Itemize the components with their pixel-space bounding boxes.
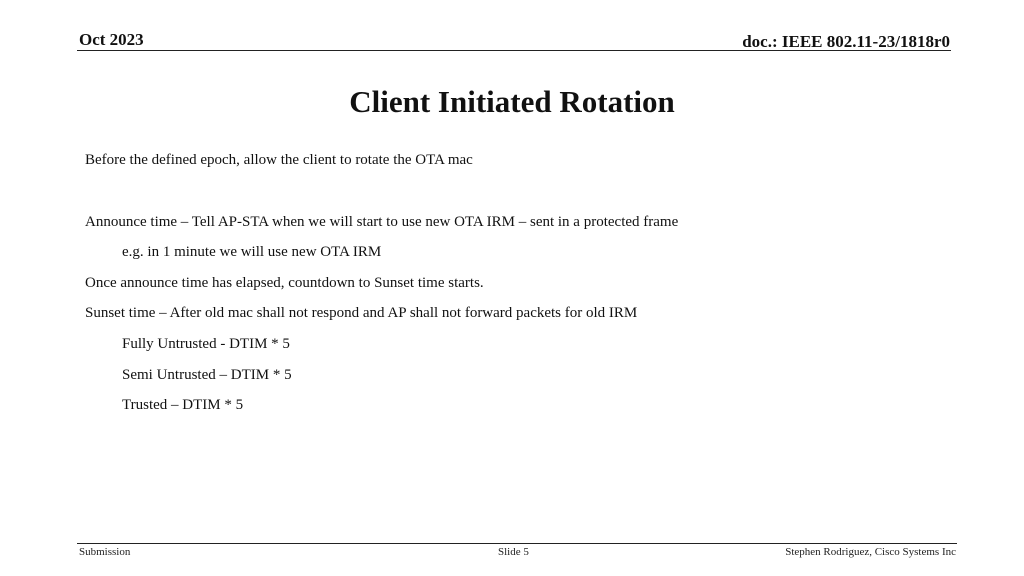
header-date: Oct 2023 <box>79 30 144 49</box>
body-subline-example: e.g. in 1 minute we will use new OTA IRM <box>122 244 382 260</box>
footer-divider <box>77 543 957 544</box>
body-subline-fully-untrusted: Fully Untrusted - DTIM * 5 <box>122 336 290 352</box>
header-divider <box>77 50 951 51</box>
footer-slide-number: Slide 5 <box>498 546 529 558</box>
footer-author: Stephen Rodriguez, Cisco Systems Inc <box>785 546 956 558</box>
body-line-announce-time: Announce time – Tell AP-STA when we will start to use new OTA IRM – sent in a protected frame <box>85 214 679 230</box>
footer-submission: Submission <box>79 546 131 558</box>
body-subline-semi-untrusted: Semi Untrusted – DTIM * 5 <box>122 367 292 383</box>
body-line-countdown: Once announce time has elapsed, countdown to Sunset time starts. <box>85 275 484 291</box>
body-line-epoch: Before the defined epoch, allow the client to rotate the OTA mac <box>85 152 473 168</box>
header-doc-id: doc.: IEEE 802.11-23/1818r0 <box>742 32 950 51</box>
slide-title: Client Initiated Rotation <box>349 84 675 119</box>
body-subline-trusted: Trusted – DTIM * 5 <box>122 397 244 413</box>
body-line-sunset-time: Sunset time – After old mac shall not respond and AP shall not forward packets for old IRM <box>85 305 638 321</box>
